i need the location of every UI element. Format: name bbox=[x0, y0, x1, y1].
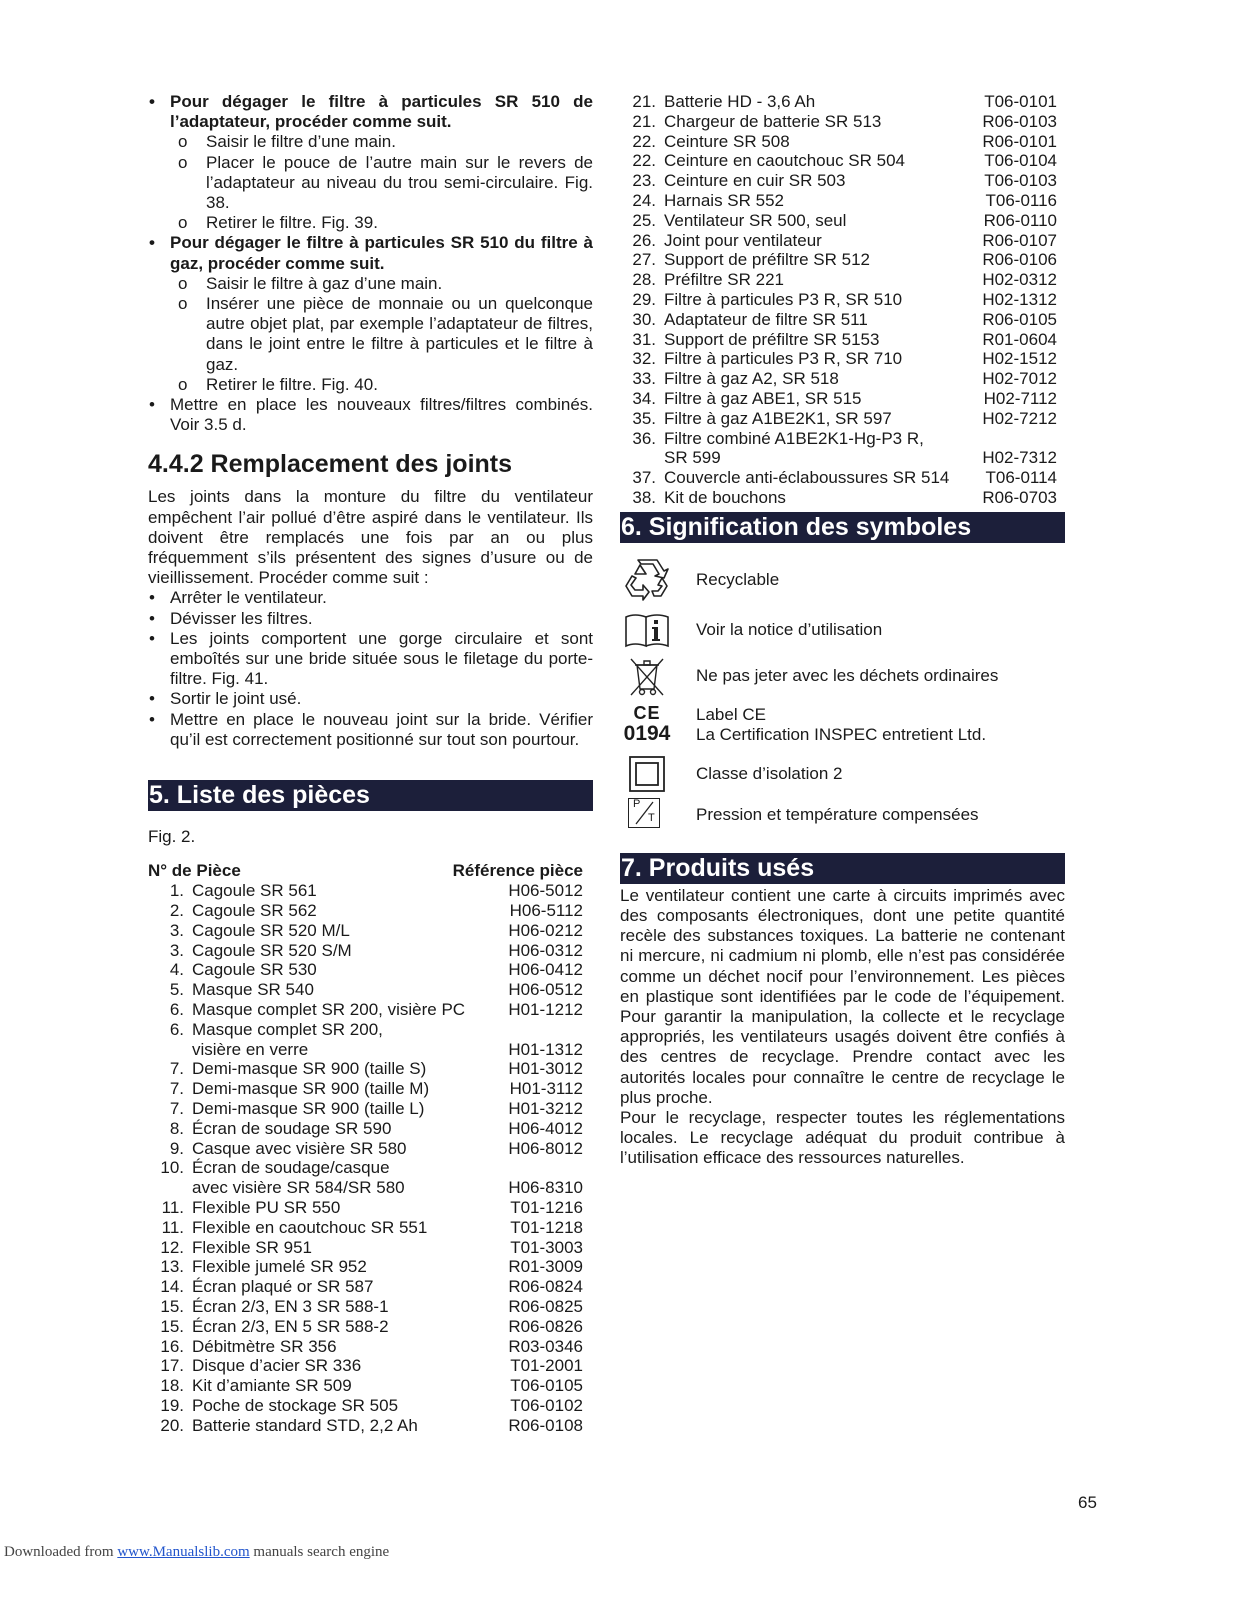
part-name: Cagoule SR 562 bbox=[192, 901, 317, 921]
sub-step: o Saisir le filtre d’une main. bbox=[148, 132, 593, 152]
parts-table-header bbox=[148, 861, 593, 881]
part-name: Filtre à gaz A2, SR 518 bbox=[664, 369, 839, 389]
part-name: Ceinture en cuir SR 503 bbox=[664, 171, 846, 191]
part-row bbox=[148, 1059, 593, 1079]
part-number: 3. bbox=[169, 940, 184, 960]
part-row bbox=[148, 1040, 593, 1060]
sub-step: o Retirer le filtre. Fig. 39. bbox=[148, 213, 593, 233]
part-number: 19. bbox=[160, 1396, 184, 1416]
part-name: Flexible PU SR 550 bbox=[192, 1198, 341, 1218]
part-reference: H06-0212 bbox=[508, 920, 583, 940]
symbol-ce-certification-text: La Certification INSPEC entretient Ltd. bbox=[696, 724, 987, 744]
part-number: 27. bbox=[632, 250, 656, 270]
part-number: 2. bbox=[169, 901, 184, 921]
part-row bbox=[620, 92, 1057, 112]
part-row bbox=[148, 1198, 593, 1218]
part-row bbox=[148, 941, 593, 961]
part-name: Filtre à particules P3 R, SR 510 bbox=[664, 289, 903, 309]
part-number: 3. bbox=[169, 920, 184, 940]
part-name: Ceinture en caoutchouc SR 504 bbox=[664, 151, 905, 171]
part-number: 7. bbox=[169, 1079, 184, 1099]
part-name: Filtre à gaz A1BE2K1, SR 597 bbox=[664, 408, 892, 428]
part-reference: H01-3012 bbox=[508, 1059, 583, 1079]
footer-prefix: Downloaded from bbox=[4, 1544, 118, 1560]
part-row bbox=[148, 881, 593, 901]
part-number: 34. bbox=[632, 388, 656, 408]
part-row bbox=[620, 330, 1057, 350]
part-reference: H06-8012 bbox=[508, 1138, 583, 1158]
sub-step: o Saisir le filtre à gaz d’une main. bbox=[148, 274, 593, 294]
part-row bbox=[148, 1218, 593, 1238]
part-number: 7. bbox=[169, 1099, 184, 1119]
part-number: 11. bbox=[161, 1217, 184, 1237]
part-row bbox=[620, 191, 1057, 211]
symbol-row-class2 bbox=[620, 753, 1065, 795]
part-name: Chargeur de batterie SR 513 bbox=[664, 111, 882, 131]
part-row bbox=[620, 171, 1057, 191]
part-number: 5. bbox=[169, 980, 184, 1000]
part-reference: R06-0105 bbox=[982, 309, 1057, 329]
part-row bbox=[148, 1416, 593, 1436]
part-row bbox=[620, 290, 1057, 310]
part-number bbox=[148, 1178, 184, 1198]
part-number: 15. bbox=[160, 1297, 184, 1317]
section-7-paragraph-2: Pour le recyclage, respecter toutes les réglementations locales. Le recyclage adéquat du produit contribue à l’utilisation efficace des ressources naturelles. bbox=[620, 1107, 1065, 1168]
part-name: Batterie standard STD, 2,2 Ah bbox=[192, 1415, 418, 1435]
part-row bbox=[148, 1079, 593, 1099]
part-reference: R06-0825 bbox=[508, 1297, 583, 1317]
part-row bbox=[148, 921, 593, 941]
bullet-item: • Pour dégager le filtre à particules SR 510 de l’adaptateur, procéder comme suit. bbox=[148, 92, 593, 132]
symbol-ce-text-block bbox=[674, 705, 986, 745]
part-name: Ceinture SR 508 bbox=[664, 131, 790, 151]
section-7-paragraph-1: Le ventilateur contient une carte à circuits imprimés avec des composants électroniques, dont une petite quantité recèle des substances toxiques. La batterie ne contenant ni mercure, ni cadmium ni plomb, elle n’est pas considérée comme un déchet nocif pour l’environnement. Les pièces en plastique sont identifiées par le code de l’équipement. Pour garantir la manipulation, la collecte et le recyclage appropriés, les ventilateurs usagés doivent être confiés à des centres de recyclage. Prendre contact avec les autorités locales pour connaître le centre de recyclage le plus proche. bbox=[620, 885, 1065, 1107]
part-number: 8. bbox=[169, 1118, 184, 1138]
part-name: Demi-masque SR 900 (taille L) bbox=[192, 1099, 425, 1119]
part-number: 17. bbox=[160, 1356, 184, 1376]
part-reference: H06-5112 bbox=[509, 901, 583, 921]
part-reference: H02-1312 bbox=[982, 289, 1057, 309]
part-number: 18. bbox=[160, 1376, 184, 1396]
part-number: 35. bbox=[632, 408, 656, 428]
section-5-title: 5. Liste des pièces bbox=[148, 780, 593, 811]
part-name: Adaptateur de filtre SR 511 bbox=[664, 309, 868, 329]
section-7-title: 7. Produits usés bbox=[620, 853, 1065, 884]
part-row bbox=[148, 1099, 593, 1119]
part-reference: H06-8310 bbox=[508, 1178, 583, 1198]
symbol-row-recyclable bbox=[620, 555, 1065, 605]
part-row bbox=[620, 389, 1057, 409]
part-row bbox=[620, 369, 1057, 389]
symbol-row-pt bbox=[620, 795, 1065, 835]
part-number: 33. bbox=[632, 369, 656, 389]
part-name: Flexible SR 951 bbox=[192, 1237, 313, 1257]
part-name: Filtre combiné A1BE2K1-Hg-P3 R, bbox=[664, 428, 924, 448]
section-4-4-2-title: 4.4.2 Remplacement des joints bbox=[148, 450, 513, 479]
part-reference: H02-7312 bbox=[982, 448, 1057, 468]
bullet-item: • Sortir le joint usé. bbox=[148, 689, 593, 709]
part-name: Support de préfiltre SR 512 bbox=[664, 250, 871, 270]
part-row bbox=[620, 270, 1057, 290]
filter-removal-instructions bbox=[148, 92, 593, 435]
part-name: Filtre à gaz ABE1, SR 515 bbox=[664, 388, 862, 408]
part-reference: R06-0101 bbox=[982, 131, 1057, 151]
part-name: Écran 2/3, EN 5 SR 588-2 bbox=[192, 1316, 389, 1336]
part-number: 7. bbox=[169, 1059, 184, 1079]
part-number: 21. bbox=[632, 111, 656, 131]
part-name: Écran 2/3, EN 3 SR 588-1 bbox=[192, 1297, 389, 1317]
parts-col-reference: Référence pièce bbox=[452, 861, 583, 881]
part-row bbox=[148, 1238, 593, 1258]
part-number bbox=[620, 448, 656, 468]
part-row bbox=[148, 1257, 593, 1277]
parts-list-left bbox=[148, 881, 593, 1435]
symbol-manual-text: Voir la notice d’utilisation bbox=[696, 619, 883, 639]
part-row bbox=[620, 310, 1057, 330]
pressure-temperature-icon bbox=[620, 793, 674, 837]
part-reference: R01-3009 bbox=[508, 1257, 583, 1277]
part-reference: R06-0107 bbox=[982, 230, 1057, 250]
part-number: 21. bbox=[632, 92, 656, 111]
gasket-replacement-steps bbox=[148, 588, 593, 750]
part-row bbox=[620, 211, 1057, 231]
part-row bbox=[148, 1297, 593, 1317]
ce-mark-icon bbox=[620, 703, 674, 747]
part-number: 10. bbox=[160, 1158, 184, 1178]
part-name: SR 599 bbox=[664, 448, 721, 468]
part-row bbox=[620, 349, 1057, 369]
part-reference: H02-7212 bbox=[982, 408, 1057, 428]
part-number: 24. bbox=[632, 190, 656, 210]
part-reference: H01-1312 bbox=[508, 1039, 583, 1059]
part-reference bbox=[975, 429, 1057, 449]
part-number: 31. bbox=[632, 329, 656, 349]
part-number: 37. bbox=[632, 468, 656, 488]
part-reference: H06-0312 bbox=[508, 940, 583, 960]
part-row bbox=[620, 112, 1057, 132]
part-row bbox=[620, 488, 1057, 508]
part-reference: H06-5012 bbox=[508, 881, 583, 901]
part-reference: T01-2001 bbox=[510, 1356, 583, 1376]
part-number: 6. bbox=[169, 1000, 184, 1020]
part-number: 32. bbox=[632, 349, 656, 369]
part-name: Kit d’amiante SR 509 bbox=[192, 1376, 352, 1396]
part-reference: T01-3003 bbox=[510, 1237, 583, 1257]
bullet-item: • Arrêter le ventilateur. bbox=[148, 588, 593, 608]
part-number: 23. bbox=[632, 171, 656, 191]
part-name: Demi-masque SR 900 (taille S) bbox=[192, 1059, 427, 1079]
recycle-icon bbox=[620, 558, 674, 602]
part-name: Écran de soudage/casque bbox=[192, 1158, 390, 1178]
page-number: 65 bbox=[1078, 1493, 1097, 1512]
part-number: 12. bbox=[160, 1237, 184, 1257]
part-reference: T06-0105 bbox=[510, 1376, 583, 1396]
part-reference: T06-0116 bbox=[985, 190, 1057, 210]
pt-t-letter: T bbox=[648, 811, 655, 824]
footer-suffix: manuals search engine bbox=[249, 1544, 390, 1560]
part-name: Cagoule SR 520 M/L bbox=[192, 920, 350, 940]
part-name: Demi-masque SR 900 (taille M) bbox=[192, 1079, 430, 1099]
part-reference: R01-0604 bbox=[982, 329, 1057, 349]
part-row bbox=[620, 429, 1057, 449]
part-name: visière en verre bbox=[192, 1039, 309, 1059]
sub-step: o Placer le pouce de l’autre main sur le revers de l’adaptateur au niveau du trou semi-circulaire. Fig. 38. bbox=[148, 153, 593, 214]
sub-step: o Insérer une pièce de monnaie ou un quelconque autre objet plat, par exemple l’adaptateur de filtres, dans le joint entre le filtre à particules et le filtre à gaz. bbox=[148, 294, 593, 375]
parts-list-right bbox=[620, 92, 1065, 508]
part-number bbox=[148, 1040, 184, 1060]
part-reference: H01-1212 bbox=[508, 1000, 583, 1020]
parts-col-number: N° de Pièce bbox=[148, 861, 241, 881]
symbol-ce-text: Label CE bbox=[696, 704, 766, 724]
sub-step: o Retirer le filtre. Fig. 40. bbox=[148, 375, 593, 395]
bullet-item: • Les joints comportent une gorge circulaire et sont emboîtés sur une bride située sous le filetage du porte-filtre. Fig. 41. bbox=[148, 629, 593, 690]
part-name: Masque complet SR 200, bbox=[192, 1019, 383, 1039]
double-square-icon bbox=[620, 752, 674, 796]
part-reference: R06-0826 bbox=[508, 1316, 583, 1336]
part-name: avec visière SR 584/SR 580 bbox=[192, 1178, 405, 1198]
ce-mark-letters: CE bbox=[633, 702, 661, 723]
bullet-item: • Dévisser les filtres. bbox=[148, 609, 593, 629]
part-number: 22. bbox=[632, 131, 656, 151]
symbol-class2-text: Classe d’isolation 2 bbox=[696, 763, 843, 783]
part-name: Cagoule SR 520 S/M bbox=[192, 940, 352, 960]
part-name: Débitmètre SR 356 bbox=[192, 1336, 337, 1356]
part-number: 4. bbox=[169, 960, 184, 980]
part-number: 25. bbox=[632, 210, 656, 230]
part-reference: T06-0102 bbox=[510, 1396, 583, 1416]
part-name: Kit de bouchons bbox=[664, 487, 786, 507]
part-number: 22. bbox=[632, 151, 656, 171]
part-reference: H01-3112 bbox=[509, 1079, 583, 1099]
part-reference: H06-0412 bbox=[508, 960, 583, 980]
part-reference: H02-7112 bbox=[983, 388, 1057, 408]
manual-info-icon bbox=[620, 608, 674, 652]
part-number: 36. bbox=[632, 428, 656, 448]
part-reference: R06-0103 bbox=[982, 111, 1057, 131]
part-row bbox=[620, 468, 1057, 488]
part-name: Harnais SR 552 bbox=[664, 190, 785, 210]
symbol-row-manual bbox=[620, 605, 1065, 655]
symbol-weee-text: Ne pas jeter avec les déchets ordinaires bbox=[696, 665, 999, 685]
part-reference: H02-7012 bbox=[982, 369, 1057, 389]
part-number: 13. bbox=[160, 1257, 184, 1277]
bullet-item: • Mettre en place le nouveau joint sur la bride. Vérifier qu’il est correctement positionné sur tout son pourtour. bbox=[148, 710, 593, 750]
part-name: Disque d’acier SR 336 bbox=[192, 1356, 362, 1376]
download-footer bbox=[4, 1542, 389, 1562]
part-reference: R03-0346 bbox=[508, 1336, 583, 1356]
bullet-item: • Pour dégager le filtre à particules SR 510 du filtre à gaz, procéder comme suit. bbox=[148, 233, 593, 273]
part-row bbox=[620, 409, 1057, 429]
part-name: Cagoule SR 561 bbox=[192, 881, 317, 901]
part-row bbox=[148, 980, 593, 1000]
crossed-bin-icon bbox=[620, 654, 674, 698]
part-reference: R06-0824 bbox=[508, 1277, 583, 1297]
part-reference: R06-0110 bbox=[983, 210, 1057, 230]
part-name: Joint pour ventilateur bbox=[664, 230, 822, 250]
part-reference: T01-1216 bbox=[510, 1198, 583, 1218]
part-row bbox=[148, 1337, 593, 1357]
part-row bbox=[148, 1119, 593, 1139]
part-row bbox=[148, 901, 593, 921]
part-number: 14. bbox=[160, 1277, 184, 1297]
symbol-pt-text: Pression et température compensées bbox=[696, 804, 979, 824]
part-name: Écran plaqué or SR 587 bbox=[192, 1277, 374, 1297]
part-number: 1. bbox=[169, 881, 184, 901]
part-name: Support de préfiltre SR 5153 bbox=[664, 329, 880, 349]
part-row bbox=[620, 151, 1057, 171]
part-number: 9. bbox=[169, 1138, 184, 1158]
part-row bbox=[148, 1000, 593, 1020]
ce-notified-body-number: 0194 bbox=[623, 721, 671, 745]
part-name: Poche de stockage SR 505 bbox=[192, 1396, 399, 1416]
part-name: Masque complet SR 200, visière PC bbox=[192, 1000, 466, 1020]
part-row bbox=[148, 1396, 593, 1416]
part-name: Ventilateur SR 500, seul bbox=[664, 210, 847, 230]
symbol-recyclable-text: Recyclable bbox=[696, 569, 780, 589]
part-name: Cagoule SR 530 bbox=[192, 960, 317, 980]
part-reference: H02-0312 bbox=[982, 270, 1057, 290]
part-number: 26. bbox=[632, 230, 656, 250]
left-column bbox=[148, 92, 593, 1436]
part-reference: H06-0512 bbox=[508, 980, 583, 1000]
part-reference: T06-0103 bbox=[984, 171, 1057, 191]
part-row bbox=[620, 448, 1057, 468]
part-name: Couvercle anti-éclaboussures SR 514 bbox=[664, 468, 950, 488]
part-number: 6. bbox=[169, 1019, 184, 1039]
part-row bbox=[148, 1317, 593, 1337]
part-row bbox=[148, 960, 593, 980]
part-number: 16. bbox=[160, 1336, 184, 1356]
section-4-4-2-intro: Les joints dans la monture du filtre du ventilateur empêchent l’air pollué d’être aspiré dans le ventilateur. Ils doivent être remplacés une fois par an ou plus fréquemment s’ils présentent des signes d’usure ou de vieillissement. Procéder comme suit : bbox=[148, 487, 593, 588]
part-row bbox=[148, 1178, 593, 1198]
section-6-title: 6. Signification des symboles bbox=[620, 512, 1065, 543]
part-reference: H06-4012 bbox=[508, 1118, 583, 1138]
part-row bbox=[148, 1376, 593, 1396]
symbol-row-ce bbox=[620, 697, 1065, 753]
part-number: 11. bbox=[161, 1198, 184, 1218]
part-reference: T01-1218 bbox=[510, 1217, 583, 1237]
part-row bbox=[620, 250, 1057, 270]
part-reference: T06-0104 bbox=[984, 151, 1057, 171]
part-row bbox=[620, 231, 1057, 251]
pt-p-letter: P bbox=[633, 797, 641, 810]
part-reference: R06-0703 bbox=[982, 487, 1057, 507]
part-reference: H01-3212 bbox=[508, 1099, 583, 1119]
manualslib-link[interactable]: www.Manualslib.com bbox=[117, 1544, 250, 1560]
figure-reference: Fig. 2. bbox=[148, 827, 196, 847]
part-row bbox=[620, 132, 1057, 152]
part-reference: H02-1512 bbox=[982, 349, 1057, 369]
part-number: 20. bbox=[160, 1415, 184, 1435]
bullet-item: • Mettre en place les nouveaux filtres/filtres combinés. Voir 3.5 d. bbox=[148, 395, 593, 435]
part-name: Masque SR 540 bbox=[192, 980, 314, 1000]
part-name: Préfiltre SR 221 bbox=[664, 270, 784, 290]
part-reference: T06-0114 bbox=[985, 468, 1057, 488]
part-reference: R06-0108 bbox=[508, 1415, 583, 1435]
part-number: 29. bbox=[632, 289, 656, 309]
part-row bbox=[148, 1277, 593, 1297]
part-row bbox=[148, 1020, 593, 1040]
part-number: 38. bbox=[632, 487, 656, 507]
part-name: Écran de soudage SR 590 bbox=[192, 1118, 392, 1138]
part-reference bbox=[501, 1020, 583, 1040]
right-column bbox=[620, 92, 1065, 1169]
part-name: Flexible jumelé SR 952 bbox=[192, 1257, 367, 1277]
part-reference: R06-0106 bbox=[982, 250, 1057, 270]
part-row bbox=[148, 1158, 593, 1178]
part-row bbox=[148, 1356, 593, 1376]
part-number: 15. bbox=[160, 1316, 184, 1336]
part-number: 30. bbox=[632, 309, 656, 329]
part-name: Filtre à particules P3 R, SR 710 bbox=[664, 349, 903, 369]
symbol-row-weee bbox=[620, 655, 1065, 697]
part-name: Batterie HD - 3,6 Ah bbox=[664, 92, 816, 111]
part-name: Flexible en caoutchouc SR 551 bbox=[192, 1217, 428, 1237]
part-reference bbox=[501, 1158, 583, 1178]
part-name: Casque avec visière SR 580 bbox=[192, 1138, 407, 1158]
part-reference: T06-0101 bbox=[984, 92, 1057, 111]
part-row bbox=[148, 1139, 593, 1159]
part-number: 28. bbox=[632, 270, 656, 290]
